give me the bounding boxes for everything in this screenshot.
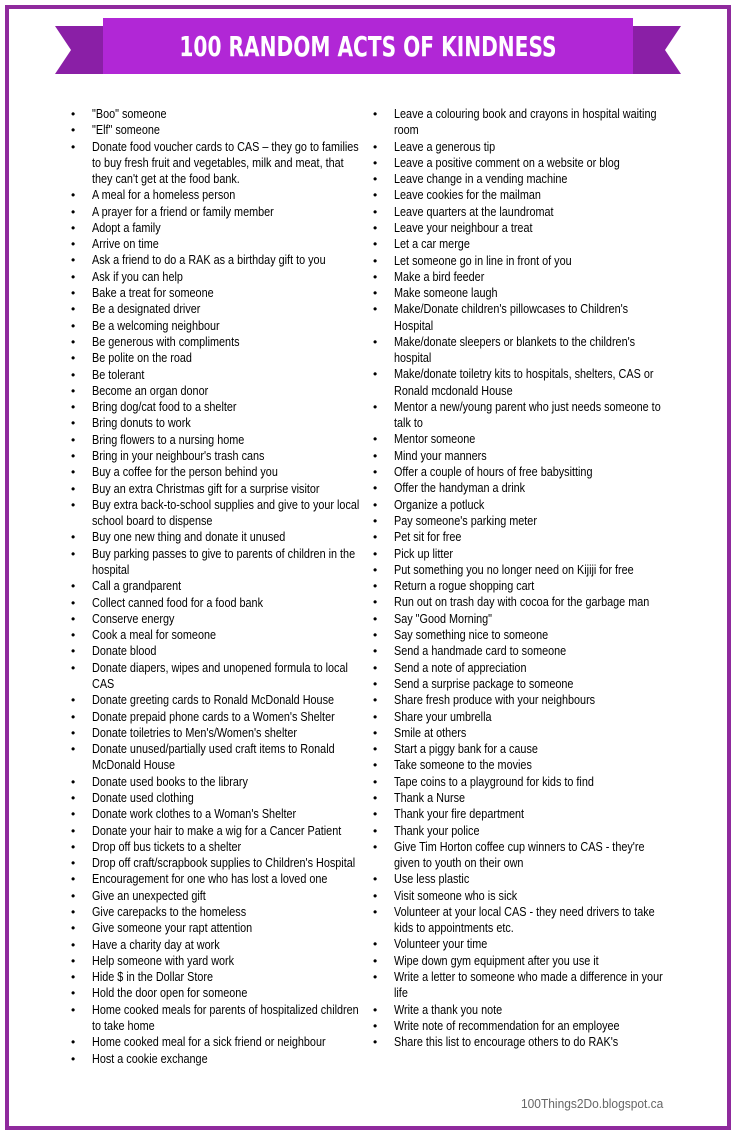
- list-item-text: Host a cookie exchange: [92, 1051, 208, 1066]
- title-banner: [55, 14, 681, 82]
- list-item-text: Buy parking passes to give to parents of children in the hospital: [92, 546, 356, 577]
- list-item-text: Arrive on time: [92, 237, 159, 252]
- list-item: [70, 969, 365, 985]
- list-item: [372, 155, 672, 171]
- list-item-text: A meal for a homeless person: [92, 188, 236, 203]
- list-item: [70, 187, 365, 203]
- list-item-text: Share your umbrella: [394, 709, 492, 724]
- list-item-text: Conserve energy: [92, 611, 175, 626]
- list-item: [70, 252, 365, 268]
- list-item-text: Offer the handyman a drink: [394, 481, 526, 496]
- list-item-text: Bake a treat for someone: [92, 286, 214, 301]
- list-item: [70, 139, 365, 188]
- list-item-text: Be polite on the road: [92, 351, 192, 366]
- list-item: [70, 725, 365, 741]
- list-item: [70, 318, 365, 334]
- list-item: [372, 839, 672, 871]
- list-item: [372, 106, 672, 138]
- list-item-text: Donate used clothing: [92, 790, 194, 805]
- list-item: [372, 480, 672, 496]
- right-kindness-list: [372, 106, 672, 1050]
- list-item-text: Help someone with yard work: [92, 953, 235, 968]
- list-item-text: Write note of recommendation for an employee: [394, 1018, 620, 1033]
- list-item-text: Send a handmade card to someone: [394, 644, 567, 659]
- list-item-text: Thank a Nurse: [394, 791, 466, 805]
- list-item-text: Donate prepaid phone cards to a Women's Shelter: [92, 709, 335, 724]
- list-item: [372, 301, 672, 333]
- list-item-text: Leave a generous tip: [394, 139, 496, 154]
- list-item-text: Buy one new thing and donate it unused: [92, 530, 286, 545]
- list-item-text: Be a welcoming neighbour: [92, 318, 220, 333]
- list-item: [372, 823, 672, 839]
- list-item: [70, 546, 365, 578]
- list-item-text: Smile at others: [394, 725, 467, 740]
- list-item-text: Take someone to the movies: [394, 758, 532, 773]
- list-item: [70, 823, 365, 839]
- list-item-text: Volunteer your time: [394, 937, 488, 952]
- list-item-text: Give someone your rapt attention: [92, 921, 253, 936]
- list-item: [372, 236, 672, 252]
- list-item-text: Share fresh produce with your neighbours: [394, 693, 596, 708]
- list-item-text: Make a bird feeder: [394, 269, 485, 284]
- list-item: [70, 692, 365, 708]
- list-item-text: Hold the door open for someone: [92, 986, 248, 1001]
- list-item: [70, 888, 365, 904]
- list-item: [70, 855, 365, 871]
- list-item: [70, 595, 365, 611]
- list-item-text: Give Tim Horton coffee cup winners to CAS - they're given to youth on their own: [394, 839, 645, 871]
- list-item: [372, 709, 672, 725]
- list-item-text: Have a charity day at work: [92, 937, 220, 952]
- list-item-text: Encouragement for one who has lost a loved one: [92, 872, 328, 887]
- list-item-text: Home cooked meals for parents of hospitalized children to take home: [92, 1002, 359, 1033]
- list-item-text: Write a thank you note: [394, 1002, 503, 1017]
- list-item-text: Leave a colouring book and crayons in hospital waiting room: [394, 107, 657, 138]
- list-item-text: Leave change in a vending machine: [394, 172, 568, 187]
- list-item: [372, 399, 672, 431]
- list-item-text: Tape coins to a playground for kids to find: [394, 774, 594, 789]
- list-item-text: Share this list to encourage others to do RAK's: [394, 1035, 619, 1050]
- list-item-text: Donate food voucher cards to CAS – they go to families to buy fresh fruit and vegetables, milk and meat, that they can't get at the food bank.: [92, 139, 359, 186]
- list-item: [372, 139, 672, 155]
- list-item-text: Hide $ in the Dollar Store: [92, 970, 214, 985]
- list-item-text: Be a designated driver: [92, 302, 201, 317]
- list-item: [70, 367, 365, 383]
- list-item-text: Ask if you can help: [92, 269, 183, 284]
- list-item-text: Volunteer at your local CAS - they need drivers to take kids to appointments etc.: [394, 904, 655, 936]
- list-item-text: Give carepacks to the homeless: [92, 904, 247, 919]
- list-item-text: Bring donuts to work: [92, 416, 191, 431]
- list-item-text: Thank your fire department: [394, 807, 525, 822]
- list-item-text: Donate greeting cards to Ronald McDonald House: [92, 693, 335, 708]
- list-item-text: Run out on trash day with cocoa for the garbage man: [394, 595, 650, 610]
- list-item-text: Be tolerant: [92, 367, 145, 382]
- list-item: [70, 937, 365, 953]
- list-item: [70, 611, 365, 627]
- list-item: [372, 448, 672, 464]
- list-item: [372, 953, 672, 969]
- list-item-text: Buy extra back-to-school supplies and give to your local school board to dispense: [92, 497, 360, 529]
- list-item: [70, 904, 365, 920]
- list-item-text: Mentor a new/young parent who just needs someone to talk to: [394, 399, 661, 431]
- list-item: [372, 904, 672, 936]
- list-item-text: A prayer for a friend or family member: [92, 204, 274, 219]
- list-item: [372, 611, 672, 627]
- list-item: [372, 513, 672, 529]
- list-item-text: Thank your police: [394, 823, 480, 838]
- list-item: [372, 676, 672, 692]
- list-item: [70, 660, 365, 692]
- list-item: [372, 643, 672, 659]
- list-item-text: Send a note of appreciation: [394, 660, 527, 675]
- list-item-text: Bring dog/cat food to a shelter: [92, 400, 237, 415]
- list-item: [372, 529, 672, 545]
- list-item-text: Make/Donate children's pillowcases to Children's Hospital: [394, 302, 629, 333]
- list-item: [372, 757, 672, 773]
- list-item: [70, 1002, 365, 1034]
- list-item: [70, 481, 365, 497]
- list-item: [372, 497, 672, 513]
- list-item: [372, 660, 672, 676]
- list-item: [372, 431, 672, 447]
- list-item: [372, 594, 672, 610]
- list-item-text: Donate unused/partially used craft items to Ronald McDonald House: [92, 742, 335, 773]
- list-item: [70, 806, 365, 822]
- list-item: [70, 301, 365, 317]
- list-item-text: Call a grandparent: [92, 579, 182, 594]
- list-item-text: Cook a meal for someone: [92, 628, 217, 643]
- list-item-text: Make/donate sleepers or blankets to the children's hospital: [394, 334, 636, 366]
- list-item-text: Wipe down gym equipment after you use it: [394, 953, 599, 968]
- list-item: [372, 936, 672, 952]
- list-item-text: Bring in your neighbour's trash cans: [92, 449, 265, 464]
- list-item: [372, 464, 672, 480]
- list-item: [70, 920, 365, 936]
- list-item: [372, 334, 672, 366]
- list-item-text: Donate used books to the library: [92, 774, 248, 789]
- list-item: [70, 122, 365, 138]
- list-item-text: Become an organ donor: [92, 383, 209, 398]
- list-item-text: Start a piggy bank for a cause: [394, 742, 538, 757]
- list-item-text: Make/donate toiletry kits to hospitals, shelters, CAS or Ronald mcdonald House: [394, 367, 654, 398]
- list-item: [70, 448, 365, 464]
- list-item-text: Give an unexpected gift: [92, 888, 206, 903]
- list-item: [70, 204, 365, 220]
- list-item-text: Mentor someone: [394, 432, 476, 447]
- list-item: [372, 888, 672, 904]
- list-item: [372, 741, 672, 757]
- list-item: [372, 1002, 672, 1018]
- list-item: [70, 432, 365, 448]
- list-item: [372, 220, 672, 236]
- list-item: [70, 985, 365, 1001]
- list-item: [372, 285, 672, 301]
- list-item: [70, 790, 365, 806]
- list-item: [70, 383, 365, 399]
- list-item-text: Home cooked meal for a sick friend or neighbour: [92, 1035, 326, 1050]
- list-item: [372, 1034, 672, 1050]
- list-item: [372, 1018, 672, 1034]
- list-item-text: Visit someone who is sick: [394, 888, 518, 903]
- list-item: [372, 871, 672, 887]
- list-item: [70, 106, 365, 122]
- page-title: 100 RANDOM ACTS OF KINDNESS: [179, 30, 557, 63]
- list-item: [70, 497, 365, 529]
- list-item-text: Buy a coffee for the person behind you: [92, 465, 278, 480]
- list-item-text: Buy an extra Christmas gift for a surprise visitor: [92, 481, 320, 496]
- list-item-text: Organize a potluck: [394, 497, 485, 512]
- list-item-text: Donate toiletries to Men's/Women's shelter: [92, 725, 298, 740]
- list-item-text: Leave a positive comment on a website or blog: [394, 155, 620, 170]
- list-item: [70, 285, 365, 301]
- list-item-text: Say "Good Morning": [394, 611, 492, 626]
- list-item: [70, 334, 365, 350]
- list-item-text: Drop off craft/scrapbook supplies to Children's Hospital: [92, 856, 356, 871]
- list-item: [372, 627, 672, 643]
- list-item-text: "Boo" someone: [92, 107, 167, 121]
- list-item: [70, 399, 365, 415]
- list-item: [70, 709, 365, 725]
- list-item: [372, 546, 672, 562]
- list-item: [372, 578, 672, 594]
- list-item-text: Offer a couple of hours of free babysitting: [394, 465, 593, 480]
- list-item-text: Leave your neighbour a treat: [394, 220, 533, 235]
- list-item-text: Adopt a family: [92, 220, 161, 235]
- list-item: [372, 969, 672, 1001]
- list-item: [70, 627, 365, 643]
- list-item-text: Let a car merge: [394, 237, 470, 252]
- list-item: [70, 578, 365, 594]
- list-item: [70, 643, 365, 659]
- list-item-text: Drop off bus tickets to a shelter: [92, 839, 242, 854]
- list-item-text: Donate diapers, wipes and unopened formula to local CAS: [92, 660, 348, 691]
- list-item-text: Make someone laugh: [394, 286, 498, 301]
- list-item-text: Pet sit for free: [394, 530, 462, 545]
- list-item: [372, 562, 672, 578]
- list-item-text: Leave cookies for the mailman: [394, 188, 541, 203]
- list-item: [372, 806, 672, 822]
- left-kindness-list: [70, 106, 365, 1067]
- list-item-text: Return a rogue shopping cart: [394, 579, 535, 594]
- list-item-text: Pay someone's parking meter: [394, 513, 537, 528]
- list-item: [372, 187, 672, 203]
- list-item: [70, 529, 365, 545]
- list-item-text: Let someone go in line in front of you: [394, 253, 572, 268]
- list-item: [372, 204, 672, 220]
- list-item-text: Donate blood: [92, 644, 157, 659]
- list-item: [372, 269, 672, 285]
- list-item-text: Donate work clothes to a Woman's Shelter: [92, 807, 297, 822]
- source-url: 100Things2Do.blogspot.ca: [521, 1096, 664, 1111]
- list-item: [70, 464, 365, 480]
- list-item-text: Be generous with compliments: [92, 334, 240, 349]
- list-item: [70, 871, 365, 887]
- list-item-text: Write a letter to someone who made a difference in your life: [394, 970, 663, 1001]
- list-item-text: Leave quarters at the laundromat: [394, 204, 554, 219]
- list-item: [70, 350, 365, 366]
- list-item: [70, 220, 365, 236]
- list-item-text: Use less plastic: [394, 872, 470, 887]
- list-item: [372, 171, 672, 187]
- list-item-text: Collect canned food for a food bank: [92, 595, 264, 610]
- list-item: [70, 953, 365, 969]
- list-item: [372, 366, 672, 398]
- list-item: [70, 1051, 365, 1067]
- list-item-text: "Elf" someone: [92, 123, 160, 138]
- list-item: [70, 839, 365, 855]
- list-item-text: Bring flowers to a nursing home: [92, 432, 245, 447]
- list-item-text: Put something you no longer need on Kijiji for free: [394, 562, 634, 577]
- list-item: [70, 415, 365, 431]
- list-item: [372, 253, 672, 269]
- list-item-text: Mind your manners: [394, 448, 487, 463]
- list-item: [372, 725, 672, 741]
- list-item: [70, 774, 365, 790]
- list-item: [70, 269, 365, 285]
- list-item-text: Donate your hair to make a wig for a Cancer Patient: [92, 823, 342, 838]
- list-item: [372, 790, 672, 806]
- list-item: [70, 236, 365, 252]
- list-item-text: Pick up litter: [394, 546, 453, 561]
- list-item: [70, 1034, 365, 1050]
- list-item-text: Ask a friend to do a RAK as a birthday gift to you: [92, 253, 326, 268]
- list-item-text: Send a surprise package to someone: [394, 676, 574, 691]
- list-item-text: Say something nice to someone: [394, 628, 549, 643]
- list-item: [372, 774, 672, 790]
- list-item: [70, 741, 365, 773]
- list-item: [372, 692, 672, 708]
